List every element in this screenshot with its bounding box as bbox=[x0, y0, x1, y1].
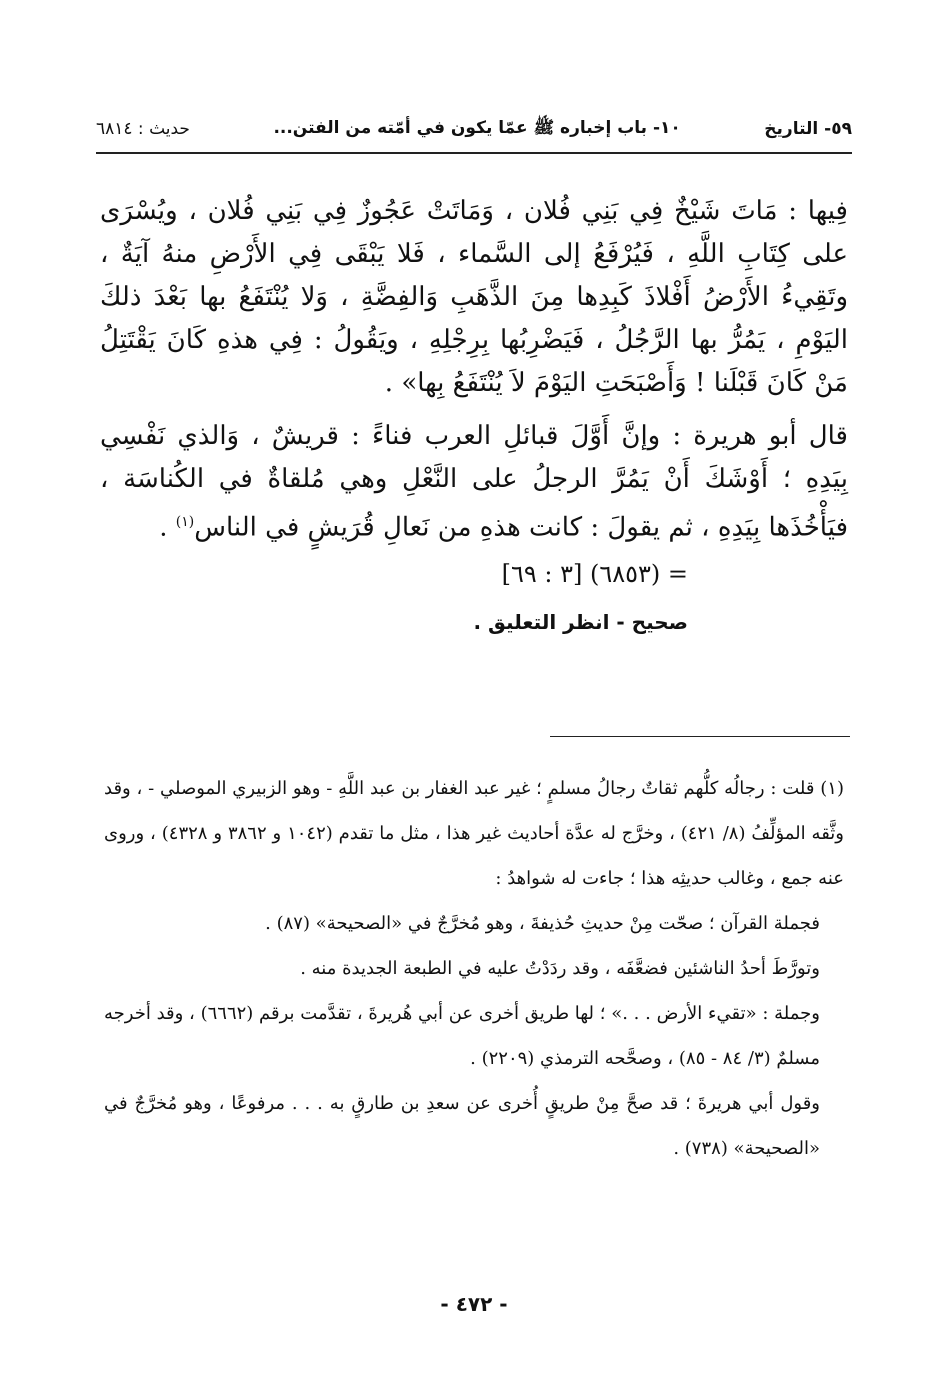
hadith-paragraph-2-end: . bbox=[159, 512, 176, 543]
footnote-divider bbox=[550, 736, 850, 737]
section-title: ١٠- باب إخباره ﷺ عمّا يكون في أمّته من الفتن... bbox=[273, 117, 681, 138]
footnote-quran-witness: فجملة القرآن ؛ صحّت مِنْ حديثِ حُذيفةَ ، وهو مُخرَّجٌ في «الصحيحة» (٨٧) . bbox=[265, 913, 820, 934]
main-text bbox=[100, 190, 848, 642]
cross-reference: = (٦٨٥٣) [٣ : ٦٩] bbox=[501, 559, 688, 588]
hadith-grade: صحيح - انظر التعليق . bbox=[473, 609, 688, 634]
footnotes bbox=[104, 766, 844, 1171]
page-number: - ٤٧٢ - bbox=[440, 1292, 508, 1316]
footnote-marker: (١) bbox=[175, 514, 195, 530]
footnote-earth-vomits: وجملة : «تقيء الأرض . . .» ؛ لها طريق أخرى عن أبي هُريرةَ ، تقدَّمت برقم (٦٦٦٢) ، وقد أخرجه مسلمٌ (٣/ ٨٤ - ٨٥) ، وصحَّحه الترمذي (٢٢٠٩) . bbox=[104, 1003, 820, 1069]
footnote-abu-hurayra: وقول أبي هريرةَ ؛ قد صحَّ مِنْ طريقٍ أُخرى عن سعدِ بن طارقٍ به . . . مرفوعًا ، وهو مُخرَّجٌ في «الصحيحة» (٧٣٨) . bbox=[104, 1093, 820, 1159]
chapter-title: ٥٩- التاريخ bbox=[764, 119, 852, 139]
header-divider bbox=[96, 152, 852, 154]
hadith-paragraph-2-text: قال أبو هريرة : وإنَّ أَوَّلَ قبائلِ العرب فناءً : قريشٌ ، وَالذي نَفْسِي بِيَدِهِ ؛ أَوْشَكَ أَنْ يَمُرَّ الرجلُ على النَّعْلِ وهي مُلقاةٌ في الكُناسَة ، فيَأْخُذَها بِيَدِهِ ، ثم يقولَ : كانت هذهِ من نَعالِ قُرَيشٍ في الناس bbox=[100, 421, 848, 543]
hadith-paragraph-2 bbox=[100, 415, 848, 550]
footnote-weakening-note: وتورَّطَ أحدُ الناشئين فضعَّفَه ، وقد ردَدْتُ عليه في الطبعة الجديدة منه . bbox=[300, 958, 820, 979]
hadith-number: حديث : ٦٨١٤ bbox=[96, 119, 190, 139]
hadith-paragraph-1: فِيها : مَاتَ شَيْخٌ فِي بَنِي فُلان ، وَمَاتَتْ عَجُوزٌ فِي بَنِي فُلان ، ويُسْرَى على كِتَابِ اللَّهِ ، فَيُرْفَعُ إلى السَّماء ، فَلا يَبْقَى فِي الأَرْضِ منهُ آيَةٌ ، وتَقِيءُ الأَرْضُ أَفْلاذَ كَبِدِها مِنَ الذَّهَبِ وَالفِضَّةِ ، وَلا يُنْتَفَعُ بها بَعْدَ ذلكَ اليَوْمِ ، يَمُرُّ بها الرَّجُلُ ، فَيَضْرِبُها بِرِجْلِهِ ، ويَقُولُ : فِي هذهِ كَانَ يَقْتَتِلُ مَنْ كَانَ قَبْلَنا ! وَأَصْبَحَتِ اليَوْمَ لاَ يُنْتَفَعُ بِها» . bbox=[100, 196, 848, 398]
footnote-1: (١) قلت : رجالُه كلُّهم ثقاتٌ رجالُ مسلمٍ ؛ غير عبد الغفار بن عبد اللَّهِ - وهو الزبيري الموصلي - ، وقد وثَّقه المؤلِّفُ (٨/ ٤٢١) ، وخرَّج له عدَّة أحاديث غير هذا ، مثل ما تقدم (١٠٤٢ و ٣٨٦٢ و ٤٣٢٨) ، وروى عنه جمع ، وغالب حديثِه هذا ؛ جاءت له شواهدُ : bbox=[104, 778, 845, 889]
running-header bbox=[96, 112, 852, 146]
